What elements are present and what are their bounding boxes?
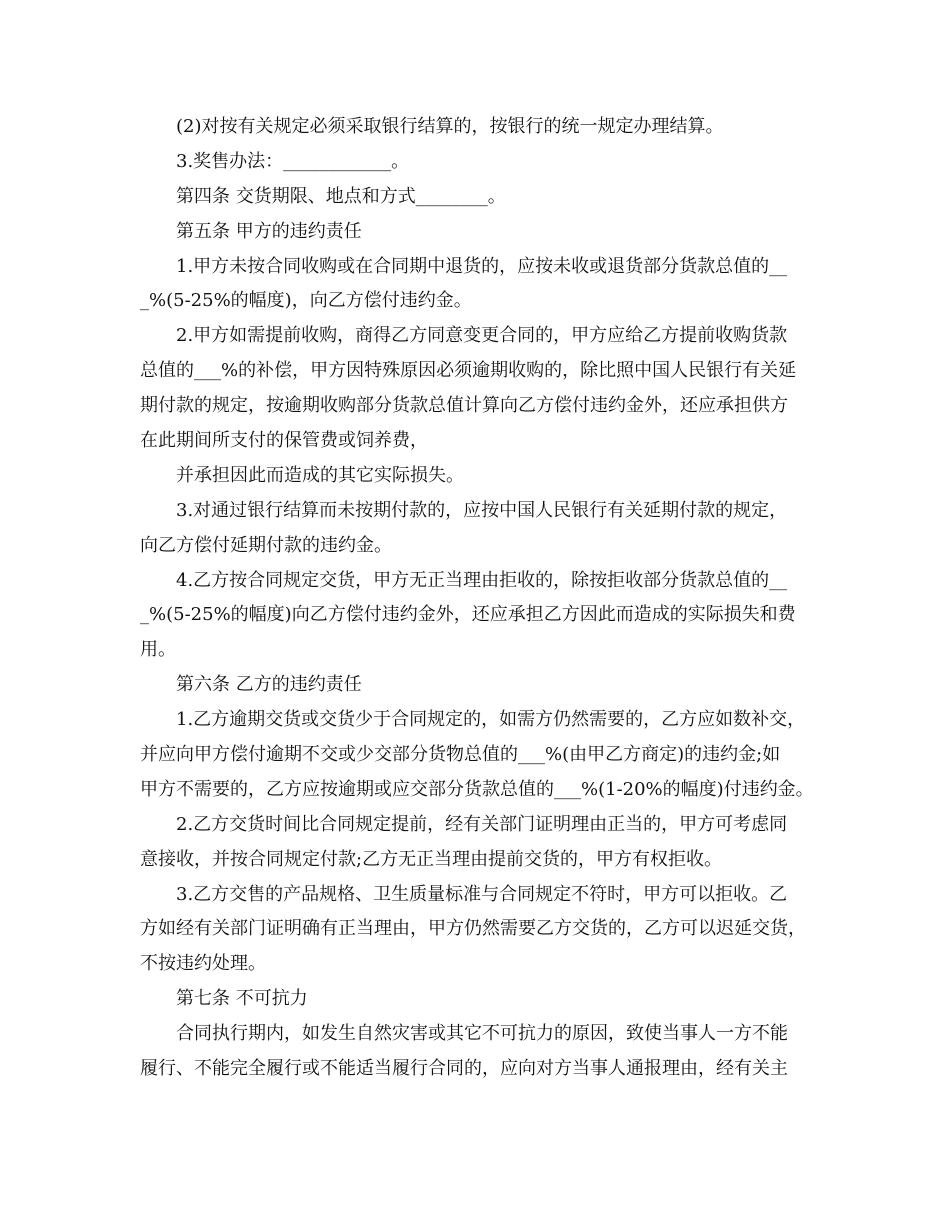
text-line: 1.甲方未按合同收购或在合同期中退货的，应按未收或退货部分货款总值的__	[176, 255, 788, 277]
text-line: 第五条 甲方的违约责任	[176, 220, 362, 242]
clause-paragraph	[140, 703, 830, 808]
document-body	[140, 110, 830, 1087]
clause-paragraph	[140, 145, 830, 180]
clause-paragraph	[140, 564, 830, 669]
text-line: 期付款的规定，按逾期收购部分货款总值计算向乙方偿付违约金外，还应承担供方	[140, 395, 788, 417]
text-line: _%(5-25%的幅度)，向乙方偿付违约金。	[140, 290, 472, 312]
text-line: 3.对通过银行结算而未按期付款的，应按中国人民银行有关延期付款的规定，	[176, 499, 788, 521]
clause-paragraph	[140, 459, 830, 494]
text-line: 第七条 不可抗力	[176, 988, 308, 1010]
clause-paragraph	[140, 319, 830, 459]
text-line: 不按违约处理。	[140, 953, 266, 975]
text-line: 2.乙方交货时间比合同规定提前，经有关部门证明理由正当的，甲方可考虑同	[176, 813, 788, 835]
article-heading	[140, 668, 830, 703]
text-line: 第四条 交货期限、地点和方式________。	[176, 185, 506, 207]
clause-paragraph	[140, 1017, 830, 1087]
clause-paragraph	[140, 808, 830, 878]
text-line: 1.乙方逾期交货或交货少于合同规定的，如需方仍然需要的，乙方应如数补交，	[176, 709, 806, 731]
article-heading	[140, 180, 830, 215]
text-line: 3.乙方交售的产品规格、卫生质量标准与合同规定不符时，甲方可以拒收。乙	[176, 883, 788, 905]
text-line: (2)对按有关规定必须采取银行结算的，按银行的统一规定办理结算。	[176, 116, 724, 137]
text-line: _%(5-25%的幅度)向乙方偿付违约金外，还应承担乙方因此而造成的实际损失和费	[140, 604, 796, 626]
article-heading	[140, 982, 830, 1017]
text-line: 甲方不需要的，乙方应按逾期或应交部分货款总值的___%(1-20%的幅度)付违约金。	[140, 778, 814, 800]
text-line: 意接收，并按合同规定付款;乙方无正当理由提前交货的，甲方有权拒收。	[140, 848, 723, 870]
text-line: 2.甲方如需提前收购，商得乙方同意变更合同的，甲方应给乙方提前收购货款	[176, 325, 788, 347]
text-line: 方如经有关部门证明确有正当理由，甲方仍然需要乙方交货的，乙方可以迟延交货，	[140, 918, 806, 940]
text-line: 用。	[140, 639, 176, 661]
text-line: 履行、不能完全履行或不能适当履行合同的，应向对方当事人通报理由，经有关主	[140, 1058, 788, 1080]
article-heading	[140, 215, 830, 250]
text-line: 在此期间所支付的保管费或饲养费，	[140, 430, 428, 452]
clause-paragraph	[140, 494, 830, 564]
text-line: 4.乙方按合同规定交货，甲方无正当理由拒收的，除按拒收部分货款总值的__	[176, 569, 788, 591]
text-line: 3.奖售办法：____________。	[176, 150, 410, 172]
text-line: 并应向甲方偿付逾期不交或少交部分货物总值的___%(由甲乙方商定)的违约金;如	[140, 744, 781, 766]
clause-paragraph	[140, 878, 830, 983]
clause-paragraph	[140, 250, 830, 320]
text-line: 并承担因此而造成的其它实际损失。	[176, 464, 464, 486]
text-line: 第六条 乙方的违约责任	[176, 674, 362, 696]
text-line: 合同执行期内，如发生自然灾害或其它不可抗力的原因，致使当事人一方不能	[176, 1023, 788, 1045]
text-line: 向乙方偿付延期付款的违约金。	[140, 534, 392, 556]
clause-paragraph	[140, 110, 830, 145]
text-line: 总值的___%的补偿，甲方因特殊原因必须逾期收购的，除比照中国人民银行有关延	[140, 360, 797, 382]
